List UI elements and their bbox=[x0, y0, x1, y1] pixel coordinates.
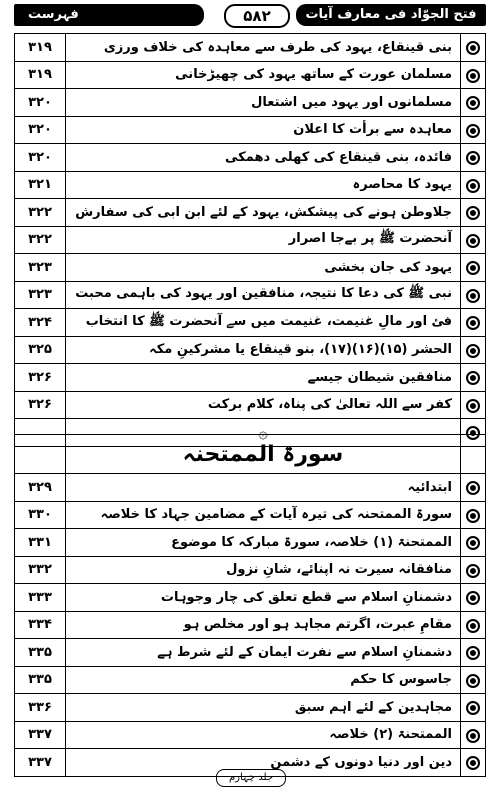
bullet-circle-icon bbox=[466, 619, 480, 633]
toc-row bbox=[15, 254, 486, 282]
toc-entry-text: نبی ﷺ کی دعا کا نتیجہ، منافقین اور یہود کی باہمی محبت bbox=[66, 281, 461, 309]
toc-entry-text: مجاہدین کے لئے اہم سبق bbox=[66, 694, 461, 722]
bullet-circle-icon bbox=[466, 481, 480, 495]
toc-row bbox=[15, 501, 486, 529]
toc-entry-text: الممتحنۃ (۱) خلاصہ، سورۃ مبارکہ کا موضوع bbox=[66, 529, 461, 557]
toc-row bbox=[15, 391, 486, 419]
bullet-circle-icon bbox=[466, 756, 480, 770]
bullet-circle-icon bbox=[466, 701, 480, 715]
bullet-circle-icon bbox=[466, 674, 480, 688]
toc-page-number: ۳۳۷ bbox=[15, 749, 66, 777]
toc-entry-text: دشمنانِ اسلام سے نفرت ایمان کے لئے شرط ہے bbox=[66, 639, 461, 667]
toc-entry-text: الممتحنۃ (۲) خلاصہ bbox=[66, 721, 461, 749]
toc-table-1 bbox=[14, 33, 486, 447]
toc-row bbox=[15, 226, 486, 254]
bullet-circle-icon bbox=[466, 344, 480, 358]
toc-page-number: ۳۳۳ bbox=[15, 584, 66, 612]
toc-row bbox=[15, 61, 486, 89]
toc-entry-text: مسلمان عورت کے ساتھ یہود کی چھیڑخانی bbox=[66, 61, 461, 89]
toc-page-number: ۳۳۴ bbox=[15, 611, 66, 639]
toc-row bbox=[15, 694, 486, 722]
surah-title-row bbox=[15, 435, 486, 474]
bullet-circle-icon bbox=[466, 509, 480, 523]
page-header bbox=[14, 4, 486, 44]
bullet-circle-icon bbox=[466, 729, 480, 743]
toc-row bbox=[15, 309, 486, 337]
toc-page-number: ۳۲۳ bbox=[15, 254, 66, 282]
toc-row bbox=[15, 171, 486, 199]
toc-entry-text: آنحضرت ﷺ پر بےجا اصرار bbox=[66, 226, 461, 254]
toc-row bbox=[15, 336, 486, 364]
bullet-circle-icon bbox=[466, 591, 480, 605]
bullet-circle-icon bbox=[466, 261, 480, 275]
toc-entry-text: جلاوطن ہونے کی پیشکش، یہود کے لئے ابن ابی کی سفارش bbox=[66, 199, 461, 227]
toc-row bbox=[15, 611, 486, 639]
bullet-circle-icon bbox=[466, 536, 480, 550]
toc-entry-text: سورۃ الممتحنہ کی تیرہ آیات کے مضامین جہاد کا خلاصہ bbox=[66, 501, 461, 529]
toc-entry-text: کفر سے اللہ تعالیٰ کی پناہ، کلام برکت bbox=[66, 391, 461, 419]
toc-row bbox=[15, 474, 486, 502]
bullet-circle-icon bbox=[466, 124, 480, 138]
toc-entry-text: دشمنانِ اسلام سے قطع تعلق کی چار وجوہات bbox=[66, 584, 461, 612]
toc-page-number: ۳۳۲ bbox=[15, 556, 66, 584]
toc-page-number: ۳۳۶ bbox=[15, 694, 66, 722]
toc-page-number: ۳۲۴ bbox=[15, 309, 66, 337]
toc-page-number: ۳۲۲ bbox=[15, 199, 66, 227]
section-label: فہرست bbox=[14, 4, 204, 26]
toc-entry-text: ابتدائیہ bbox=[66, 474, 461, 502]
toc-page-number: ۳۱۹ bbox=[15, 34, 66, 62]
toc-row bbox=[15, 666, 486, 694]
toc-entry-text: مسلمانوں اور یہود میں اشتعال bbox=[66, 89, 461, 117]
toc-entry-text: فئ اور مالِ غنیمت، غنیمت میں سے آنحضرت ﷺ کا انتخاب bbox=[66, 309, 461, 337]
toc-page-number: ۳۳۰ bbox=[15, 501, 66, 529]
bullet-circle-icon bbox=[466, 646, 480, 660]
bullet-circle-icon bbox=[466, 96, 480, 110]
bullet-circle-icon bbox=[466, 399, 480, 413]
bullet-circle-icon bbox=[466, 151, 480, 165]
toc-entry-text: منافقین شیطان جیسے bbox=[66, 364, 461, 392]
toc-entry-text: مقامِ عبرت، اگرتم مجاہد ہو اور مخلص ہو bbox=[66, 611, 461, 639]
toc-page-number: ۳۲۱ bbox=[15, 171, 66, 199]
toc-row bbox=[15, 281, 486, 309]
toc-row bbox=[15, 34, 486, 62]
toc-page-number: ۳۱۹ bbox=[15, 61, 66, 89]
bullet-circle-icon bbox=[466, 316, 480, 330]
toc-row bbox=[15, 529, 486, 557]
toc-page-number: ۳۳۱ bbox=[15, 529, 66, 557]
surah-title: سورۃ الممتحنہ bbox=[66, 435, 461, 474]
toc-row bbox=[15, 89, 486, 117]
toc-page-number: ۳۳۵ bbox=[15, 639, 66, 667]
toc-table-2 bbox=[14, 434, 486, 777]
toc-entry-text: یہود کی جان بخشی bbox=[66, 254, 461, 282]
toc-page-number: ۳۳۵ bbox=[15, 666, 66, 694]
toc-entry-text: فائدہ، بنی قینقاع کی کھلی دھمکی bbox=[66, 144, 461, 172]
bullet-circle-icon bbox=[466, 234, 480, 248]
toc-page-number: ۳۲۶ bbox=[15, 364, 66, 392]
toc-page-number: ۳۲۳ bbox=[15, 281, 66, 309]
bullet-circle-icon bbox=[466, 69, 480, 83]
toc-page-number: ۳۲۶ bbox=[15, 391, 66, 419]
toc-entry-text: بنی قینقاع، یہود کی طرف سے معاہدہ کی خلاف ورزی bbox=[66, 34, 461, 62]
toc-entry-text: معاہدہ سے برأت کا اعلان bbox=[66, 116, 461, 144]
toc-entry-text: الحشر (۱۵)(۱۶)(۱۷)، بنو قینقاع یا مشرکینِ مکہ bbox=[66, 336, 461, 364]
toc-page-number: ۳۲۰ bbox=[15, 116, 66, 144]
toc-page-number: ۳۲۹ bbox=[15, 474, 66, 502]
toc-entry-text: منافقانہ سیرت نہ اپنائے، شانِ نزول bbox=[66, 556, 461, 584]
toc-row bbox=[15, 584, 486, 612]
volume-label: جلد چہارم bbox=[216, 769, 286, 787]
toc-row bbox=[15, 144, 486, 172]
toc-page-number: ۳۲۲ bbox=[15, 226, 66, 254]
toc-page-number: ۳۳۷ bbox=[15, 721, 66, 749]
bullet-circle-icon bbox=[466, 371, 480, 385]
toc-entry-text: دین اور دنیا دونوں کے دشمن bbox=[66, 749, 461, 777]
toc-row bbox=[15, 199, 486, 227]
bullet-circle-icon bbox=[466, 564, 480, 578]
book-title: فتح الجوّاد فی معارف آیات الجهاد bbox=[296, 4, 486, 26]
toc-row bbox=[15, 364, 486, 392]
toc-row bbox=[15, 721, 486, 749]
bullet-circle-icon bbox=[466, 41, 480, 55]
toc-row bbox=[15, 556, 486, 584]
toc-row bbox=[15, 639, 486, 667]
bullet-circle-icon bbox=[466, 206, 480, 220]
bullet-circle-icon bbox=[466, 289, 480, 303]
page-number: ۵۸۲ bbox=[224, 4, 290, 28]
bullet-circle-icon bbox=[466, 179, 480, 193]
toc-row bbox=[15, 116, 486, 144]
toc-page-number: ۳۲۰ bbox=[15, 89, 66, 117]
toc-entry-text: جاسوس کا حکم bbox=[66, 666, 461, 694]
toc-page-number: ۳۲۰ bbox=[15, 144, 66, 172]
rosette-ornament-icon: ۞ bbox=[258, 422, 268, 442]
toc-entry-text: یہود کا محاصرہ bbox=[66, 171, 461, 199]
toc-page-number: ۳۲۵ bbox=[15, 336, 66, 364]
